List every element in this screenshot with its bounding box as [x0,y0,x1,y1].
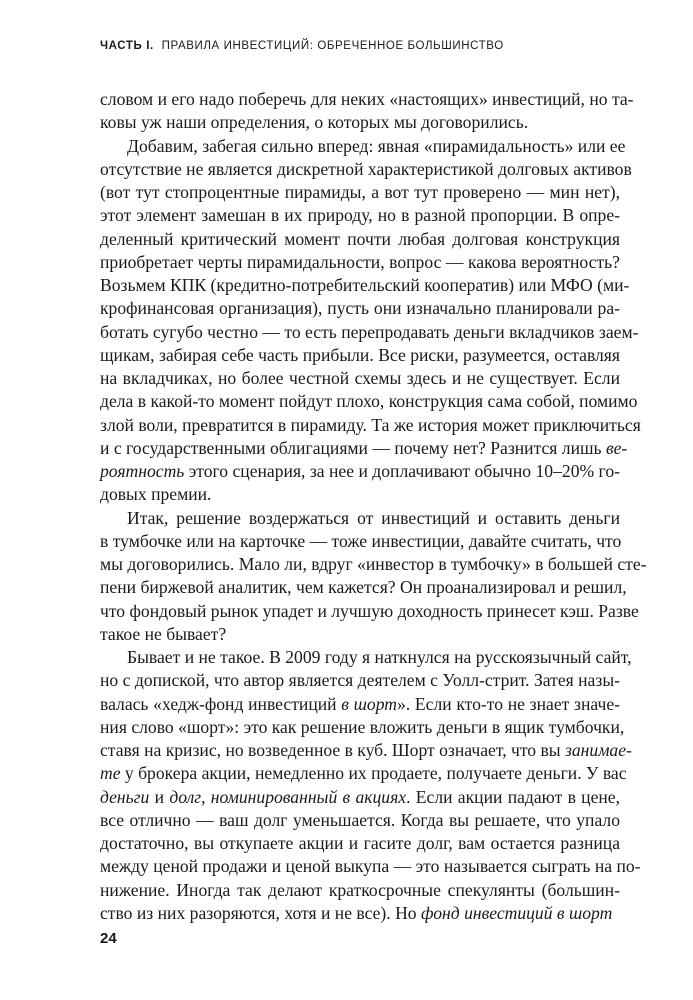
text-line [100,367,620,390]
text-line [100,460,620,483]
paragraph [100,88,634,135]
text-run: этот элемент замешан в их природу, но в разной пропорции. В опре- [100,205,620,226]
text-run: нижение. Иногда так делают краткосрочные спекулянты (большин- [100,879,620,900]
text-run: приобретает черты пирамидальности, вопрос — какова вероятность? [100,251,620,272]
text-run: достаточно, вы откупаете акции и гасите долг, вам остается разница [100,833,620,853]
text-run: ». Если кто-то не знает значе- [396,693,621,714]
text-run: такое не бывает? [100,623,227,644]
text-line [100,344,620,367]
text-line [100,530,620,553]
italic-run: те [100,763,121,784]
text-run: крофинансовая организация), пусть они изначально планировали ра- [100,298,620,319]
text-line [100,669,620,692]
text-line [100,297,620,320]
text-line [100,111,620,134]
text-line [100,390,638,413]
text-line [100,762,627,785]
running-head-part: ЧАСТЬ I. [100,40,154,52]
text-line [100,855,641,878]
text-run: валась «хедж-фонд инвестиций [100,693,342,714]
text-run: Итак, решение воздержаться от инвестиций и оставить деньги [127,507,620,528]
paragraph [100,646,641,925]
text-run: но с допиской, что автор является деятелем с Уолл-стрит. Затея назы- [100,670,620,691]
text-run: дела в какой-то момент пойдут плохо, конструкция сама собой, помимо [100,391,638,412]
text-run: у брокера акции, немедленно их продаете, получаете деньги. У вас [120,763,627,784]
text-line [100,623,620,646]
text-line [100,204,620,227]
text-run: щикам, забирая себе часть прибыли. Все риски, разумеется, оставляя [100,344,620,365]
running-head-title: ПРАВИЛА ИНВЕСТИЦИЙ: ОБРЕЧЕННОЕ БОЛЬШИНСТВО [161,40,504,52]
text-line [100,576,627,599]
text-run: между ценой продажи и ценой выкупа — это называется сыграть на по- [100,856,641,877]
text-run: и с государственными облигациями — почему нет? Разнится лишь [100,437,606,458]
italic-run: ве- [605,437,628,458]
page-number: 24 [100,930,117,947]
text-run: . Если акции падают в цене, [406,786,620,807]
text-line [100,321,639,344]
text-line [100,414,641,437]
italic-run: фонд инвестиций в шорт [421,902,613,923]
text-run: пени биржевой аналитик, чем кажется? Он проанализировал и решил, [100,577,627,598]
text-run: отсутствие не является дискретной характеристикой долговых активов [100,158,632,179]
text-run: (вот тут стопроцентные пирамиды, а вот тут проверено — мин нет), [100,182,620,202]
text-run: деленный критический момент почти любая долговая конструкция [100,228,620,249]
text-run: и [149,786,170,807]
text-run: Добавим, забегая сильно вперед: явная «пирамидальность» или ее [127,135,626,156]
italic-run: деньги [100,786,150,807]
text-line [100,437,628,460]
text-run: что фондовый рынок упадет и лучшую доходность принесет кэш. Разве [100,600,639,621]
paragraph [100,135,641,507]
text-run: злой воли, превратится в пирамиду. Та же история может приключиться [100,414,641,435]
text-line [100,274,630,297]
text-line [100,879,620,902]
text-run: мы договорились. Мало ли, вдруг «инвестор в тумбочку» в большей сте- [100,554,647,574]
text-line [100,88,634,111]
text-run: все отлично — ваш долг уменьшается. Когда вы решаете, что упало [100,809,620,830]
paragraph [100,507,647,647]
italic-run: долг, номинированный в акциях [169,786,407,807]
text-run: ния слово «шорт»: это как решение вложить деньги в ящик тумбочки, [100,716,625,737]
text-line [100,483,620,506]
text-line [100,832,620,855]
text-line [100,902,620,925]
text-run: Бывает и не такое. В 2009 году я наткнулся на русскоязычный сайт, [127,647,632,667]
text-line [100,646,632,669]
text-line [100,600,639,623]
body-text [100,88,647,925]
text-run: довых премии. [100,484,212,505]
text-run: ство из них разоряются, хотя и не все). Но [100,902,421,923]
italic-run: занимае- [565,740,632,760]
text-line [100,739,632,762]
text-run: этого сценария, за нее и доплачивают обычно 10–20% го- [184,461,620,481]
text-line [100,251,620,274]
text-line [100,716,625,739]
text-line [100,228,620,251]
text-line [100,809,620,832]
running-head [100,40,620,52]
text-line [100,507,620,530]
text-line [100,786,620,809]
text-run: в тумбочке или на карточке — тоже инвестиции, давайте считать, что [100,530,622,551]
text-line [100,158,632,181]
text-line [100,693,620,716]
text-line [100,553,647,576]
text-run: ставя на кризис, но возведенное в куб. Шорт означает, что вы [100,740,566,760]
italic-run: в шорт [341,693,397,714]
text-run: словом и его надо поберечь для неких «настоящих» инвестиций, но та- [100,89,634,109]
text-line [100,181,620,204]
text-line [100,135,626,158]
text-run: ботать сугубо честно — то есть перепродавать деньги вкладчиков заем- [100,321,639,342]
text-run: Возьмем КПК (кредитно-потребительский кооператив) или МФО (ми- [100,275,630,295]
italic-run: роятность [100,461,185,481]
text-run: на вкладчиках, но более честной схемы здесь и не существует. Если [100,368,620,388]
text-run: ковы уж наши определения, о которых мы договорились. [100,112,529,133]
